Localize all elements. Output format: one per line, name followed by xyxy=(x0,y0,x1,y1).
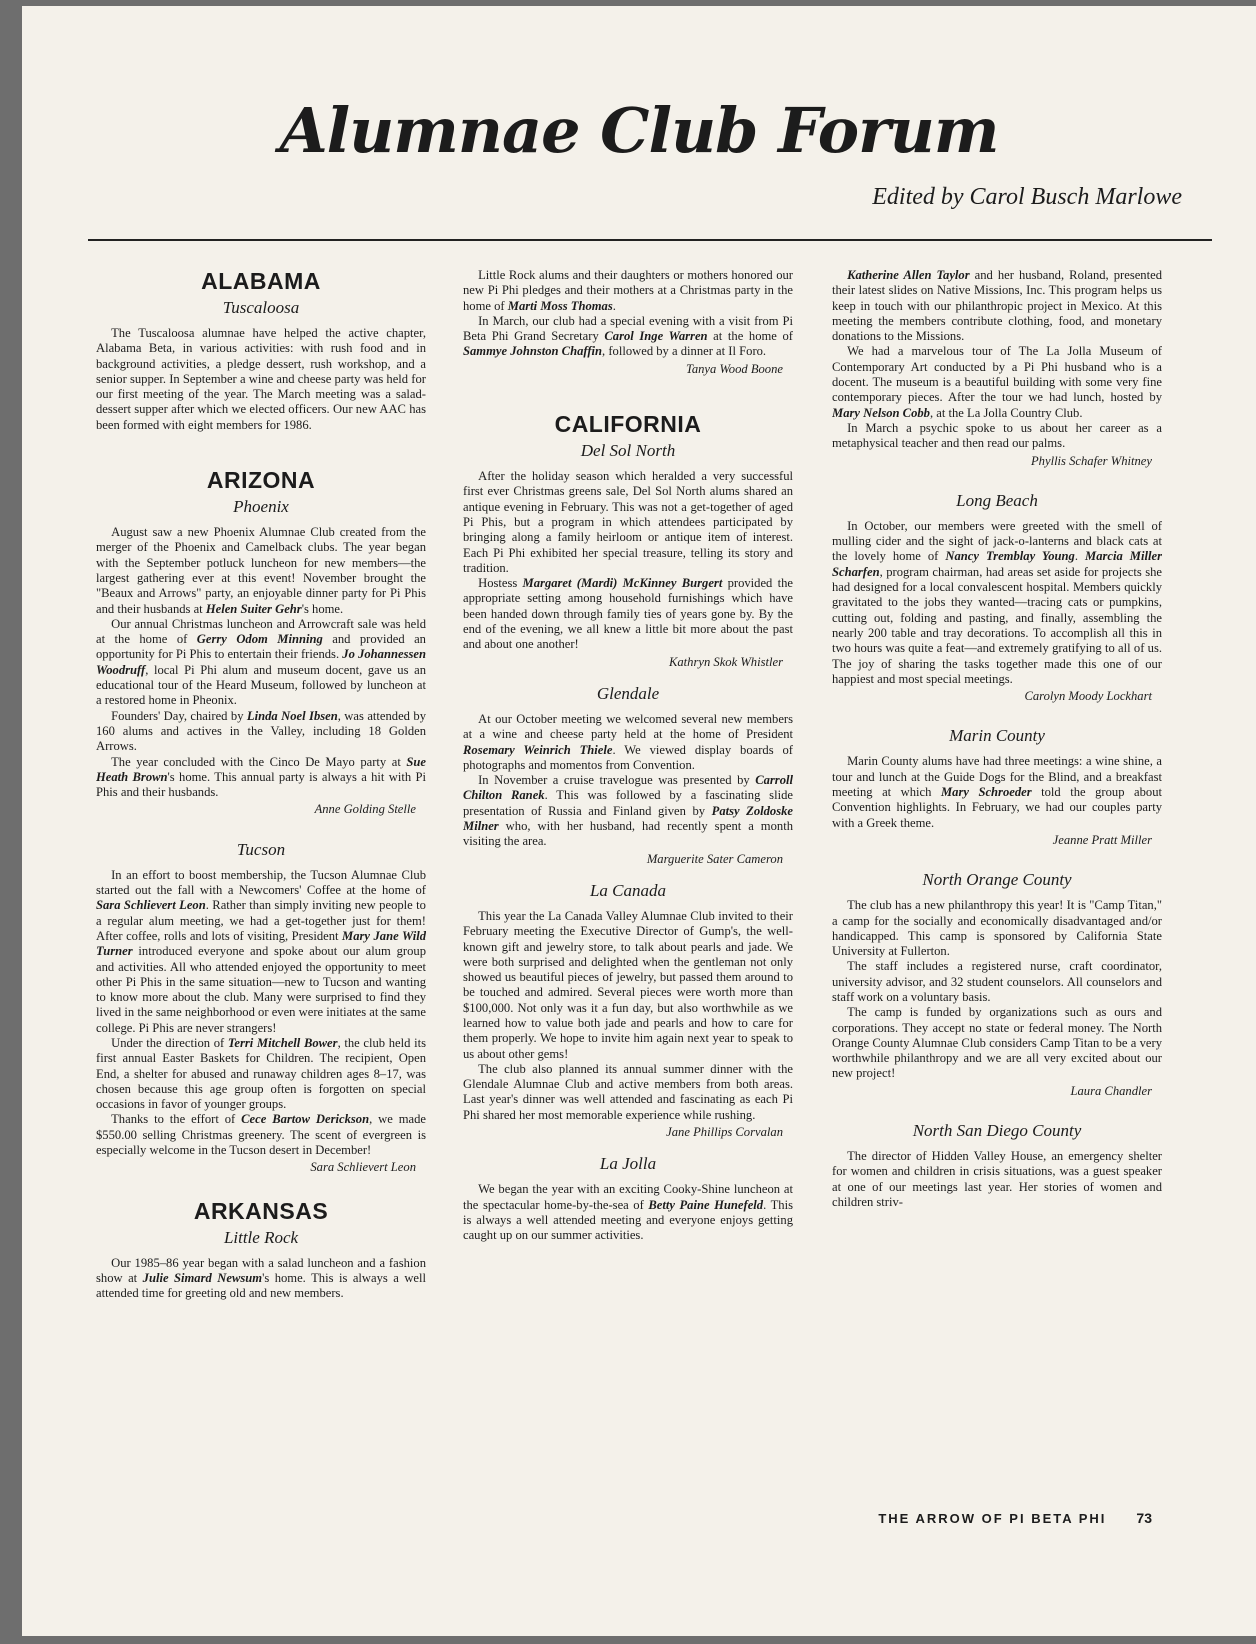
city-heading-marin-county: Marin County xyxy=(949,726,1045,746)
city-heading-long-beach: Long Beach xyxy=(956,490,1038,510)
signature: Jeanne Pratt Miller xyxy=(1052,832,1152,847)
city-heading-la-canada: La Canada xyxy=(589,880,667,900)
state-heading-arkansas: ARKANSAS xyxy=(193,1197,329,1224)
signature: Anne Golding Stelle xyxy=(314,802,416,817)
paragraph: Hostess Margaret (Mardi) McKinney Burgert provided the appropriate setting among household furnishings which have been handed down through family ties of years gone by. By the end of the evening, we all knew a little bit more about the past and about one another! xyxy=(463,576,793,652)
publication-name: THE ARROW OF PI BETA PHI xyxy=(878,1511,1107,1526)
paragraph: August saw a new Phoenix Alumnae Club created from the merger of the Phoenix and Camelback clubs. The year began with the September potluck luncheon for new members—the largest gathering ever at this event! November brought the "Beaux and Arrows" party, an enjoyable dinner party for Pi Phis and their husbands at Helen Suiter Gehr's home. xyxy=(96,525,426,616)
column-1 xyxy=(96,268,426,1558)
city-heading-tucson: Tucson xyxy=(236,839,286,859)
paragraph: Little Rock alums and their daughters or mothers honored our new Pi Phi pledges and their mothers at a Christmas party in the home of Marti Moss Thomas. xyxy=(463,268,793,313)
page-number: 73 xyxy=(1136,1510,1152,1526)
paragraph: The camp is funded by organizations such as ours and corporations. They accept no state or federal money. The North Orange County Alumnae Club considers Camp Titan to be a very worthwhile philanthropy and we are all very excited about our new project! xyxy=(832,1005,1162,1081)
magazine-page xyxy=(22,6,1256,1636)
state-heading-alabama: ALABAMA xyxy=(201,268,321,294)
paragraph: At our October meeting we welcomed several new members at a wine and cheese party held at the home of President Rosemary Weinrich Thiele. We viewed display boards of photographs and momentos from Convention. xyxy=(463,711,793,772)
signature: Tanya Wood Boone xyxy=(685,361,783,376)
paragraph: We began the year with an exciting Cooky-Shine luncheon at the spectacular home-by-the-sea of Betty Paine Hunefeld. This is always a well attended meeting and everyone enjoys getting caught up on our summer activities. xyxy=(463,1182,793,1243)
signature: Kathryn Skok Whistler xyxy=(668,654,783,669)
paragraph: In an effort to boost membership, the Tucson Alumnae Club started out the fall with a Newcomers' Coffee at the home of Sara Schlievert Leon. Rather than simply inviting new people to a regular alum meeting, we had a get-together just for them! After coffee, rolls and lots of visiting, President Mary Jane Wild Turner introduced everyone and spoke about our alum group and activities. All who attended enjoyed the opportunity to meet other Pi Phis in the same situation—new to Tucson and wanting to know more about the club. Many were surprised to find they lived in the same neighborhood or even were initiates at the same college. Pi Phis are never strangers! xyxy=(96,867,426,1035)
paragraph: Under the direction of Terri Mitchell Bower, the club held its first annual Easter Baskets for Children. The recipient, Open End, a shelter for abused and runaway children ages 8–17, was chosen because this age group often is forgotten on special occasions in favor of younger groups. xyxy=(96,1035,426,1112)
paragraph: In November a cruise travelogue was presented by Carroll Chilton Ranek. This was followed by a fascinating slide presentation of Russia and Finland given by Patsy Zoldoske Milner who, with her husband, had recently spent a month visiting the area. xyxy=(463,773,793,849)
signature: Jane Phillips Corvalan xyxy=(666,1125,783,1140)
paragraph: We had a marvelous tour of The La Jolla Museum of Contemporary Art conducted by a Pi Phi husband who is a docent. The museum is a beautiful building with some very fine contemporary pieces. After the tour we had lunch, hosted by Mary Nelson Cobb, at the La Jolla Country Club. xyxy=(832,344,1162,420)
column-3 xyxy=(832,268,1162,1558)
paragraph: Thanks to the effort of Cece Bartow Derickson, we made $550.00 selling Christmas greenery. The scent of evergreen is especially welcome in the Tucson desert in December! xyxy=(96,1112,426,1158)
header-rule xyxy=(88,239,1212,241)
state-heading-california: CALIFORNIA xyxy=(554,411,702,438)
paragraph: The director of Hidden Valley House, an emergency shelter for women and children in crisis situations, was a guest speaker at one of our meetings last year. Her stories of women and children striv- xyxy=(832,1149,1162,1209)
paragraph: In October, our members were greeted with the smell of mulling cider and the sight of jack-o-lanterns and black cats at the lovely home of Nancy Tremblay Young. Marcia Miller Scharfen, program chairman, had areas set aside for projects she had designed for a local convalescent hospital. Members quickly gravitated to the jobs they wanted—tracing cats or pumpkins, cutting out, folding and pasting, and finally, assembling the nearly 200 table and tray decorations. To accomplish all this in two hours was quite a feat—and extremely gratifying to all of us. The joy of sharing the tasks together made this one of our happiest and most special meetings. xyxy=(832,518,1162,686)
city-heading-north-orange-county: North Orange County xyxy=(922,870,1072,890)
state-heading-arizona: ARIZONA xyxy=(206,467,316,494)
signature: Carolyn Moody Lockhart xyxy=(1024,689,1152,704)
paragraph: The year concluded with the Cinco De Mayo party at Sue Heath Brown's home. This annual party is always a hit with Pi Phis and their husbands. xyxy=(96,754,426,800)
signature: Sara Schlievert Leon xyxy=(310,1160,416,1175)
paragraph: Marin County alums have had three meetings: a wine shine, a tour and lunch at the Guide Dogs for the Blind, and a breakfast meeting at which Mary Schroeder told the group about Convention highlights. In February, we had our couples party with a Greek theme. xyxy=(832,754,1162,830)
signature: Phyllis Schafer Whitney xyxy=(1030,453,1152,468)
city-heading-phoenix: Phoenix xyxy=(233,497,289,517)
city-heading-la-jolla: La Jolla xyxy=(599,1154,657,1174)
city-heading-north-san-diego-county: North San Diego County xyxy=(912,1121,1082,1141)
paragraph: The staff includes a registered nurse, craft coordinator, university advisor, and 32 student counselors. All counselors and staff work on a voluntary basis. xyxy=(832,959,1162,1004)
page-footer xyxy=(878,1510,1152,1526)
signature: Laura Chandler xyxy=(1070,1083,1152,1098)
city-heading-tuscaloosa: Tuscaloosa xyxy=(222,298,300,317)
paragraph: The Tuscaloosa alumnae have helped the active chapter, Alabama Beta, in various activities: with rush food and in background activities, a pledge dessert, rush workshop, and a senior supper. In September a wine and cheese party was held for our first meeting of the year. The March meeting was a salad-dessert supper after which we elected officers. Our new AAC has been formed with eight members for 1986. xyxy=(96,326,426,432)
paragraph: This year the La Canada Valley Alumnae Club invited to their February meeting the Executive Director of Gump's, the well-known gift and jewelry store, to talk about pearls and jade. We were both surprised and delighted when the gentleman not only showed us beautiful pieces of jewelry, but passed them around to be touched and admired. Several pieces were worth more than $100,000. Not only was it a fun day, but also worthwhile as we learned how to value both jade and pearls and how to care for them properly. We hope to invite him again next year to speak to us about other gems! xyxy=(463,908,793,1061)
city-heading-del-sol-north: Del Sol North xyxy=(580,441,676,461)
paragraph: The club has a new philanthropy this year! It is "Camp Titan," a camp for the socially and economically disadvantaged and/or handicapped. This camp is sponsored by California State University at Fullerton. xyxy=(832,898,1162,959)
page-title: Alumnae Club Forum xyxy=(279,94,999,167)
city-heading-little-rock: Little Rock xyxy=(223,1227,299,1247)
editor-credit: Edited by Carol Busch Marlowe xyxy=(872,184,1182,210)
paragraph: The club also planned its annual summer dinner with the Glendale Alumnae Club and active members from both areas. Last year's dinner was well attended and fascinating as each Pi Phi shared her most memorable experience while rushing. xyxy=(463,1061,793,1122)
paragraph: Katherine Allen Taylor and her husband, Roland, presented their latest slides on Native Missions, Inc. This program helps us keep in touch with our philanthropic project in Mexico. At this meeting the members contribute clothing, food, and monetary donations to the Missions. xyxy=(832,268,1162,344)
paragraph: Founders' Day, chaired by Linda Noel Ibsen, was attended by 160 alums and actives in the Valley, including 18 Golden Arrows. xyxy=(96,708,426,754)
paragraph: In March a psychic spoke to us about her career as a metaphysical teacher and then read our palms. xyxy=(832,420,1162,451)
paragraph: Our annual Christmas luncheon and Arrowcraft sale was held at the home of Gerry Odom Minning and provided an opportunity for Pi Phis to entertain their friends. Jo Johannessen Woodruff, local Pi Phi alum and museum docent, gave us an educational tour of the Heard Museum, followed by luncheon at a restored home in Pheonix. xyxy=(96,616,426,708)
city-heading-glendale: Glendale xyxy=(596,683,660,703)
paragraph: Our 1985–86 year began with a salad luncheon and a fashion show at Julie Simard Newsum's home. This is always a well attended time for greeting old and new members. xyxy=(96,1255,426,1301)
column-2 xyxy=(463,268,793,1558)
paragraph: After the holiday season which heralded a very successful first ever Christmas greens sale, Del Sol North alums shared an antique evening in February. This was not a get-together of aged Pi Phis, but a program in which attendees participated by bringing along a family heirloom or antique item of interest. Each Pi Phi exhibited her special treasure, telling its story and tradition. xyxy=(463,469,793,575)
signature: Marguerite Sater Cameron xyxy=(646,851,783,866)
paragraph: In March, our club had a special evening with a visit from Pi Beta Phi Grand Secretary Carol Inge Warren at the home of Sammye Johnston Chaffin, followed by a dinner at Il Foro. xyxy=(463,313,793,359)
